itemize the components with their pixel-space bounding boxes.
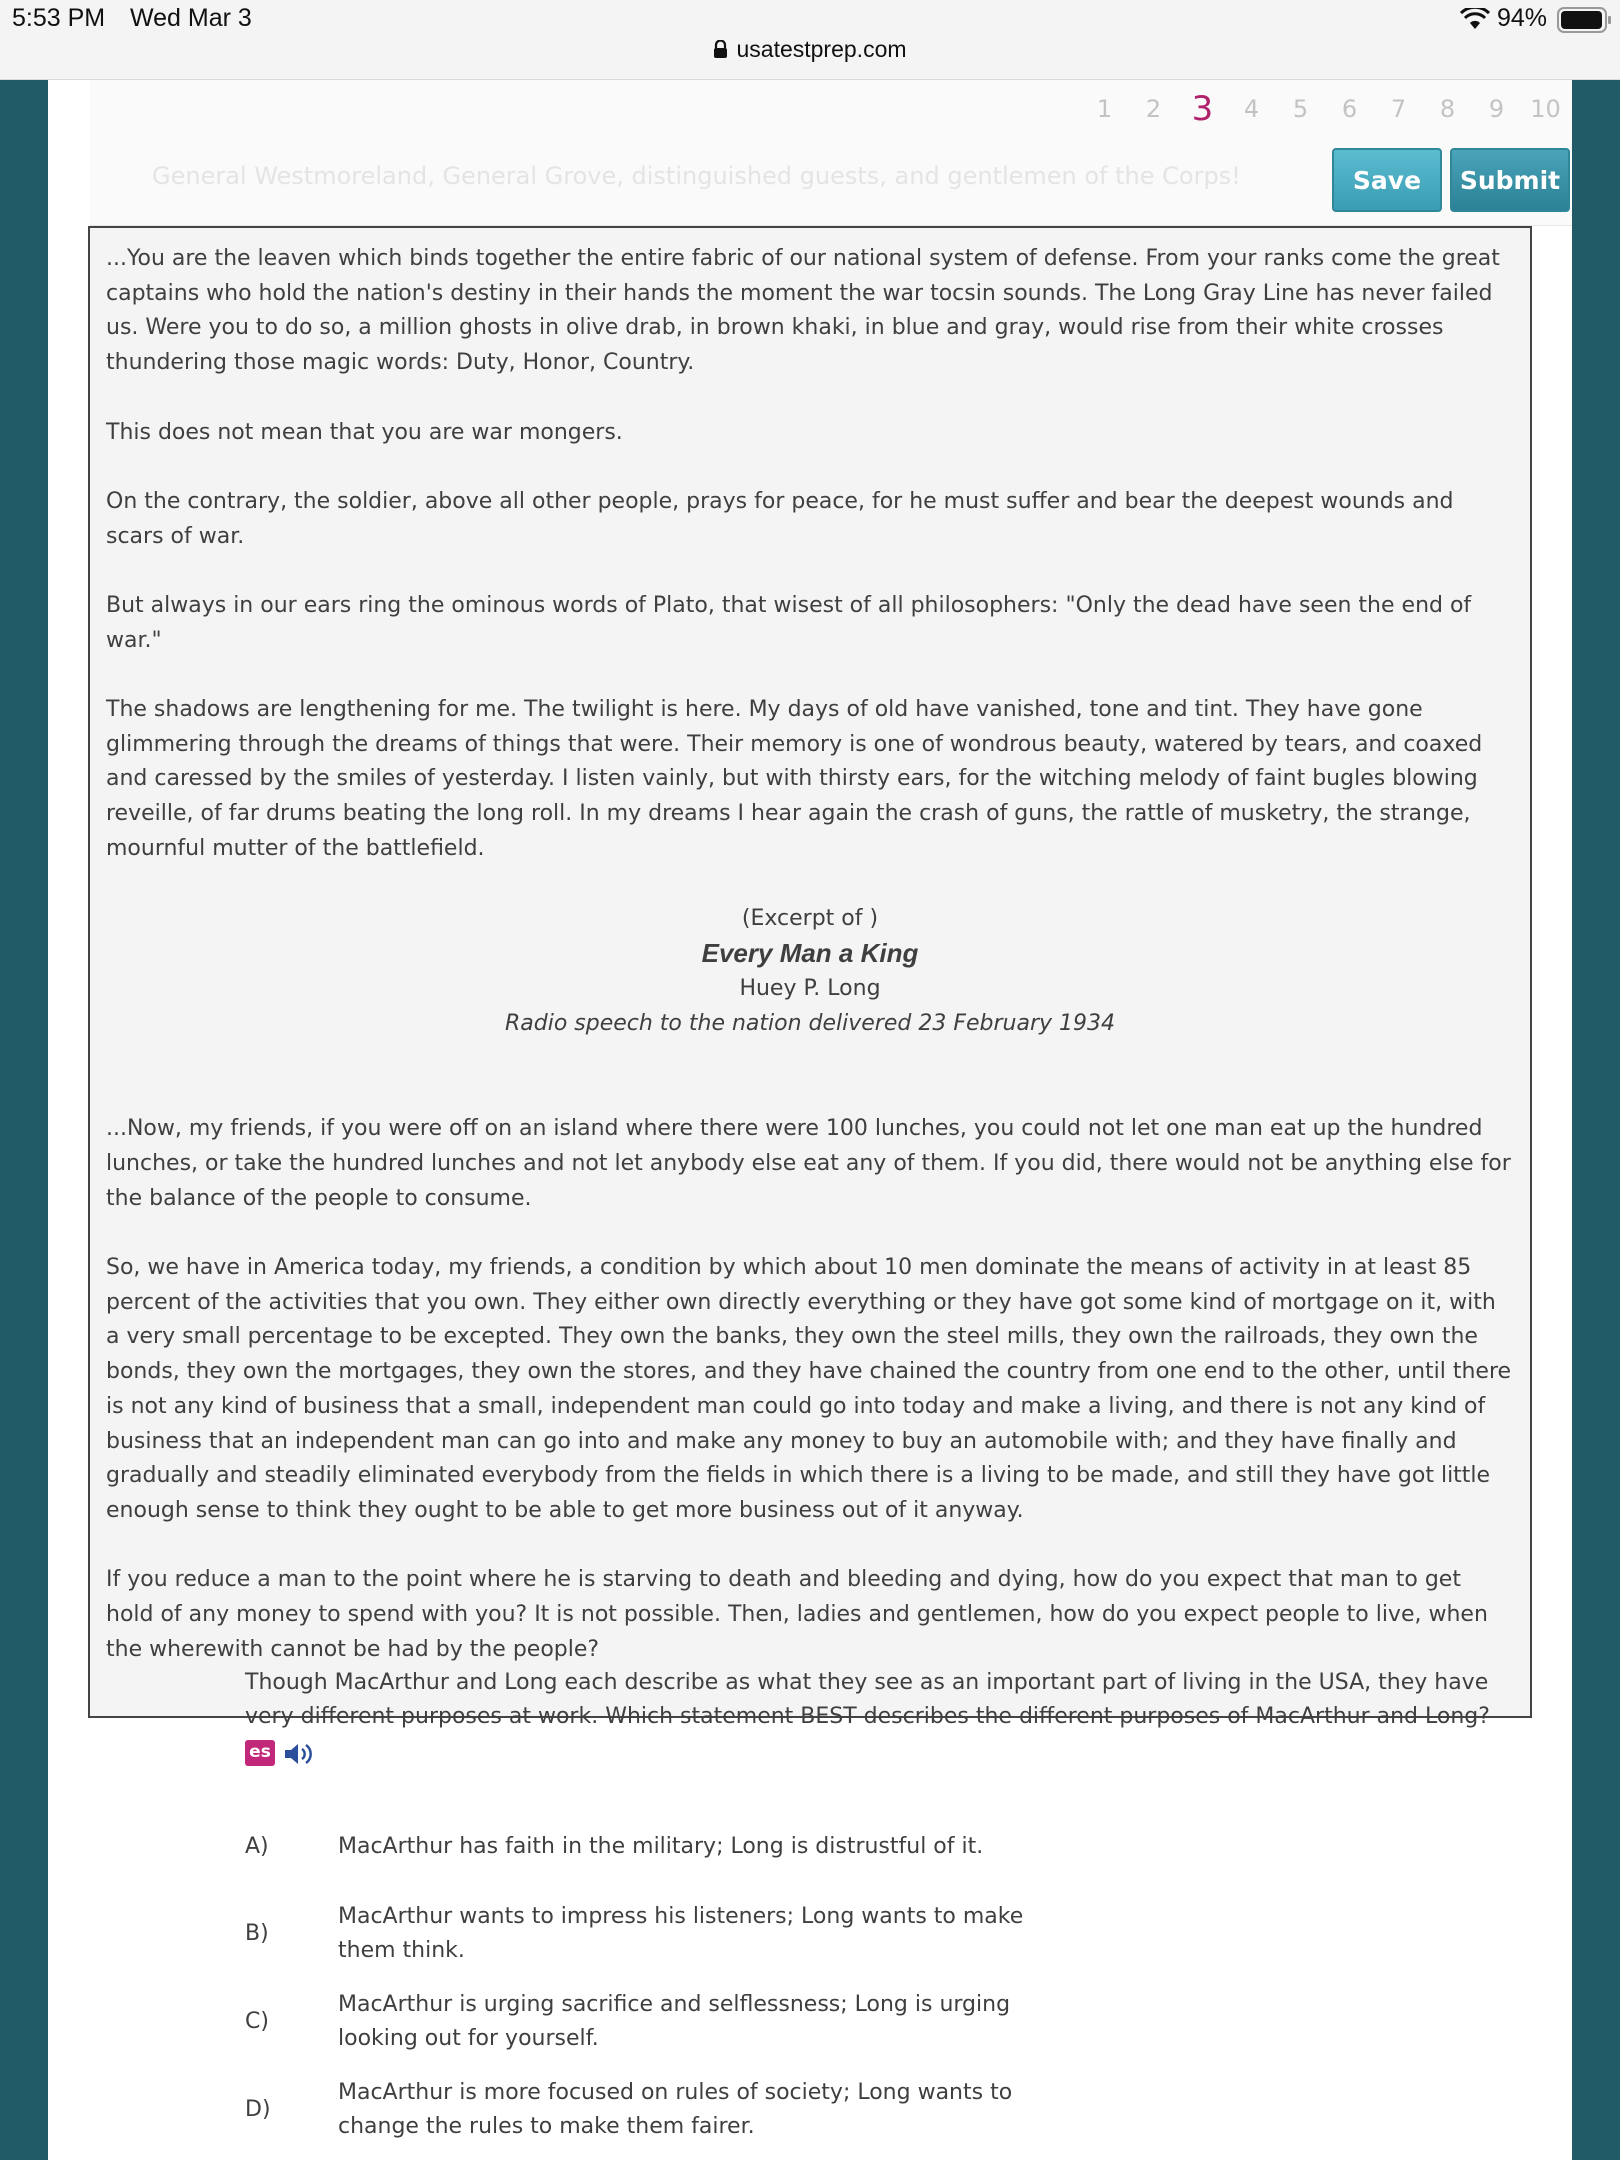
choice-letter: A) (245, 1834, 269, 1859)
spanish-translate-icon[interactable]: es (245, 1740, 275, 1766)
status-date: Wed Mar 3 (130, 4, 252, 32)
choice-text: MacArthur has faith in the military; Long is distrustful of it. (338, 1834, 984, 1859)
page-link-2[interactable]: 2 (1145, 95, 1162, 123)
page-link-9[interactable]: 9 (1488, 95, 1505, 123)
passage-paragraph: ...You are the leaven which binds together the entire fabric of our national system of defense. From your ranks come the great captains who hold the nation's destiny in their hands the moment the war tocsin sounds. The Long Gray Line has never failed us. Were you to do so, a million ghosts in olive drab, in brown khaki, in blue and gray, would rise from their white crosses thundering those magic words: Duty, Honor, Country. (106, 246, 1500, 376)
page-link-5[interactable]: 5 (1292, 95, 1309, 123)
choice-letter: D) (245, 2097, 271, 2122)
page-link-4[interactable]: 4 (1243, 95, 1260, 123)
question-header (90, 80, 1572, 226)
passage-paragraph: This does not mean that you are war mongers. (106, 419, 623, 445)
passage-paragraph: The shadows are lengthening for me. The twilight is here. My days of old have vanished, tone and tint. They have gone glimmering through the dreams of things that were. Their memory is one of wondrous beauty, watered by tears, and coaxed and caressed by the smiles of yesterday. I listen vainly, but with thirsty ears, for the witching melody of faint bugles blowing reveille, of far drums beating the long roll. In my dreams I hear again the crash of guns, the rattle of musketry, the strange, mournful mutter of the battlefield. (106, 697, 1483, 861)
passage-paragraph: ...Now, my friends, if you were off on an island where there were 100 lunches, you could not let one man eat up the hundred lunches, or take the hundred lunches and not let anybody else eat any of them. If you did, there would not be anything else for the balance of the people to consume. (106, 1116, 1511, 1211)
citation-excerpt: (Excerpt of ) (741, 906, 879, 932)
choice-text: MacArthur is more focused on rules of society; Long wants to change the rules to make them fairer. (338, 2080, 1013, 2139)
submit-button[interactable]: Submit (1450, 148, 1570, 212)
question-text: Though MacArthur and Long each describe as what they see as an important part of living in the USA, they have very different purposes at work. Which statement BEST describes the different purposes of MacArthur and Long? (245, 1670, 1490, 1729)
page-link-3[interactable]: 3 (1191, 89, 1214, 129)
lock-icon (713, 40, 728, 59)
question-tools (245, 1740, 315, 1768)
passage-paragraph: On the contrary, the soldier, above all other people, prays for peace, for he must suffer and bear the deepest wounds and scars of war. (106, 488, 1454, 549)
answer-choice-a[interactable] (245, 1830, 1145, 1864)
wifi-icon (1460, 8, 1490, 30)
audio-speaker-icon[interactable] (283, 1740, 315, 1768)
status-time: 5:53 PM (12, 4, 106, 32)
battery-icon (1557, 7, 1612, 33)
passage-macarthur (106, 242, 1514, 867)
page-link-8[interactable]: 8 (1439, 95, 1456, 123)
citation-source: Radio speech to the nation delivered 23 February 1934 (504, 1011, 1116, 1037)
choice-text: MacArthur is urging sacrifice and selflessness; Long is urging looking out for yourself. (338, 1992, 1011, 2051)
page-link-6[interactable]: 6 (1341, 95, 1358, 123)
save-button[interactable]: Save (1332, 148, 1442, 212)
answer-choice-c[interactable] (245, 1988, 1145, 2056)
status-bar (0, 0, 1620, 80)
answer-choice-b[interactable] (245, 1900, 1145, 1968)
reading-passage (88, 226, 1532, 1718)
passage-paragraph: But always in our ears ring the ominous words of Plato, that wisest of all philosophers: "Only the dead have seen the end of war." (106, 592, 1472, 653)
answer-choice-d[interactable] (245, 2076, 1145, 2144)
choice-text: MacArthur wants to impress his listeners; Long wants to make them think. (338, 1904, 1024, 1963)
page-link-7[interactable]: 7 (1390, 95, 1407, 123)
choice-letter: B) (245, 1921, 269, 1946)
citation-title: Every Man a King (701, 938, 919, 969)
passage-paragraph: So, we have in America today, my friends, a condition by which about 10 men dominate the means of activity in at least 85 percent of the activities that you own. They either own directly everything or they have got some kind of mortgage on it, with a very small percentage to be excepted. They own the banks, they own the steel mills, they own the railroads, they own the bonds, they own the mortgages, they own the stores, and they have chained the country from one end to the other, until there is not any kind of business that a small, independent man could go into today and make a living, and there is not any kind of business that an independent man can go into and make any money to buy an automobile with; and they have finally and gradually and steadily eliminated everybody from the fields in which there is a living to be made, and still they have got little enough sense to think they ought to be able to get more business out of it anyway. (106, 1255, 1512, 1523)
citation-author: Huey P. Long (739, 976, 881, 1002)
choice-letter: C) (245, 2009, 269, 2034)
faded-passage-line: General Westmoreland, General Grove, distinguished guests, and gentlemen of the Corps! (152, 162, 1241, 190)
battery-percentage: 94% (1497, 4, 1548, 32)
address-bar[interactable] (0, 36, 1620, 72)
page-link-10[interactable]: 10 (1530, 95, 1561, 123)
question-pager (1080, 84, 1570, 134)
citation (106, 901, 1514, 1041)
passage-paragraph: If you reduce a man to the point where he is starving to death and bleeding and dying, how do you expect that man to get hold of any money to spend with you? It is not possible. Then, ladies and gentlemen, how do you expect people to live, when the wherewith cannot be had by the people? (106, 1567, 1488, 1662)
address-url: usatestprep.com (736, 36, 907, 62)
page-link-1[interactable]: 1 (1096, 95, 1113, 123)
passage-long (106, 1112, 1514, 1667)
